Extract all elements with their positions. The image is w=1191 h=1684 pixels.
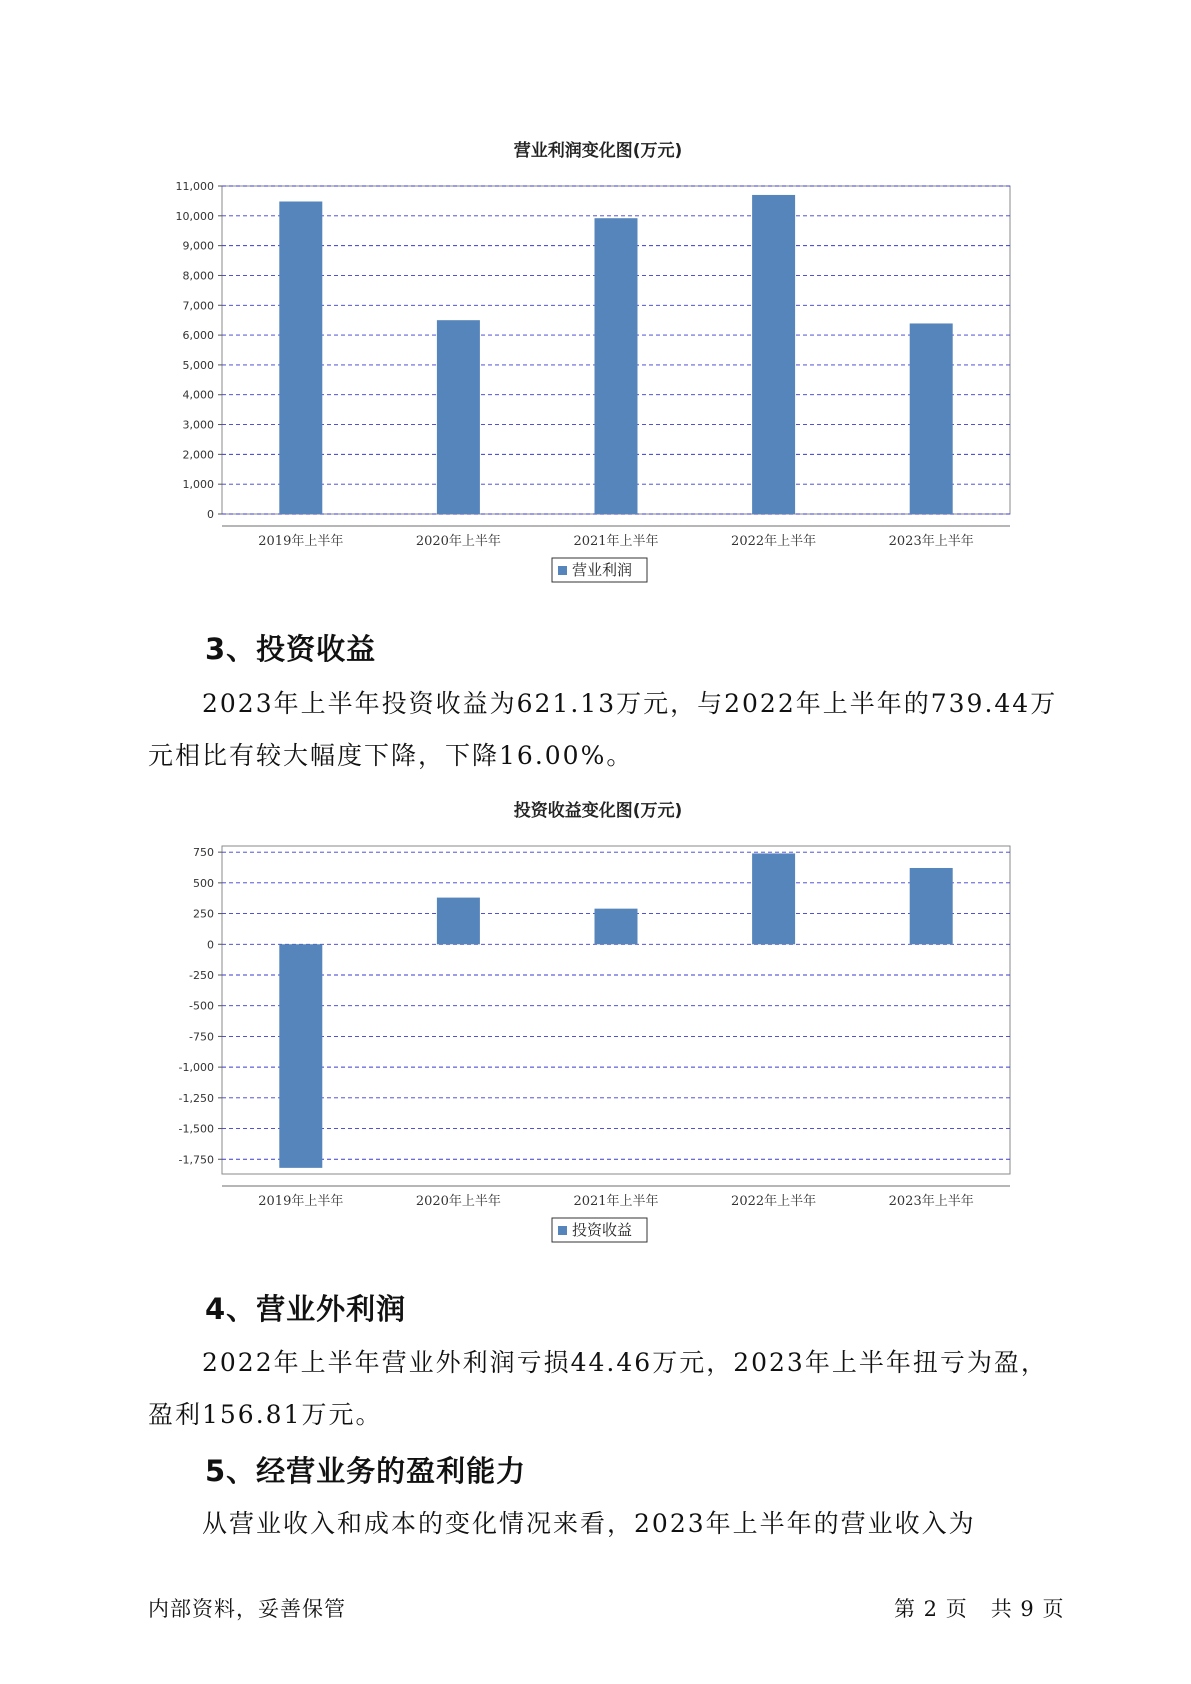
- paragraph-profitability: 从营业收入和成本的变化情况来看，2023年上半年的营业收入为: [202, 1509, 976, 1538]
- bar-2021年上半年: [595, 218, 638, 514]
- legend-swatch: [558, 566, 567, 575]
- bar-2019年上半年: [279, 944, 322, 1168]
- bar-2021年上半年: [595, 909, 638, 945]
- y-tick-label: 250: [193, 907, 214, 921]
- x-tick-label: 2023年上半年: [888, 1194, 974, 1209]
- y-tick-label: 9,000: [182, 239, 214, 253]
- y-tick-label: 5,000: [182, 358, 214, 372]
- y-tick-label: -750: [189, 1030, 214, 1044]
- x-tick-label: 2021年上半年: [573, 1194, 659, 1209]
- y-tick-label: 0: [207, 508, 214, 521]
- y-tick-label: 0: [207, 938, 214, 952]
- bar-2022年上半年: [752, 853, 795, 944]
- y-tick-label: 8,000: [182, 269, 214, 283]
- footer-left: 内部资料，妥善保管: [148, 1597, 346, 1621]
- x-tick-label: 2020年上半年: [415, 1194, 501, 1209]
- x-tick-label: 2021年上半年: [573, 534, 659, 549]
- y-tick-label: 10,000: [175, 209, 214, 223]
- y-tick-label: -1,750: [178, 1153, 214, 1167]
- bar-2020年上半年: [437, 320, 480, 514]
- y-tick-label: 500: [193, 876, 214, 890]
- paragraph-non-operating: 2022年上半年营业外利润亏损44.46万元，2023年上半年扭亏为盈，盈利156.81万元。: [148, 1348, 1048, 1429]
- bar-2023年上半年: [910, 323, 953, 514]
- bar-2020年上半年: [437, 898, 480, 945]
- bar-2023年上半年: [910, 868, 953, 944]
- x-tick-label: 2022年上半年: [731, 1194, 817, 1209]
- y-tick-label: 4,000: [182, 388, 214, 402]
- x-tick-label: 2020年上半年: [415, 534, 501, 549]
- y-tick-label: 11,000: [175, 180, 214, 193]
- y-tick-label: -1,000: [178, 1061, 214, 1075]
- section-heading-investment: 3、投资收益: [205, 632, 377, 666]
- y-tick-label: 750: [193, 846, 214, 860]
- y-tick-label: 7,000: [182, 299, 214, 313]
- investment-income-chart-svg: [0, 790, 1191, 1250]
- investment-income-chart: [0, 790, 1191, 1250]
- x-tick-label: 2023年上半年: [888, 534, 974, 549]
- bar-2022年上半年: [752, 195, 795, 514]
- y-tick-label: 3,000: [182, 418, 214, 432]
- y-tick-label: 1,000: [182, 478, 214, 492]
- y-tick-label: 2,000: [182, 448, 214, 462]
- bar-2019年上半年: [279, 202, 322, 514]
- y-tick-label: -500: [189, 999, 214, 1013]
- y-tick-label: 6,000: [182, 329, 214, 343]
- plot-area: [222, 846, 1010, 1174]
- x-tick-label: 2019年上半年: [258, 1194, 344, 1209]
- chart-title: 投资收益变化图(万元): [513, 801, 683, 821]
- y-tick-label: -1,250: [178, 1091, 214, 1105]
- legend-swatch: [558, 1226, 567, 1235]
- section-heading-non-operating: 4、营业外利润: [205, 1292, 407, 1326]
- chart-title: 营业利润变化图(万元): [513, 141, 683, 161]
- operating-profit-chart: [0, 130, 1191, 590]
- y-tick-label: -1,500: [178, 1122, 214, 1136]
- legend-label: 营业利润: [572, 561, 633, 579]
- x-tick-label: 2019年上半年: [258, 534, 344, 549]
- y-tick-label: -250: [189, 968, 214, 982]
- x-tick-label: 2022年上半年: [731, 534, 817, 549]
- legend-label: 投资收益: [572, 1221, 633, 1239]
- paragraph-investment: 2023年上半年投资收益为621.13万元，与2022年上半年的739.44万元相比有较大幅度下降，下降16.00%。: [148, 689, 1058, 770]
- footer-page-number: 第 2 页 共 9 页: [894, 1597, 1065, 1621]
- section-heading-profitability: 5、经营业务的盈利能力: [205, 1454, 527, 1488]
- operating-profit-chart-svg: [0, 130, 1191, 590]
